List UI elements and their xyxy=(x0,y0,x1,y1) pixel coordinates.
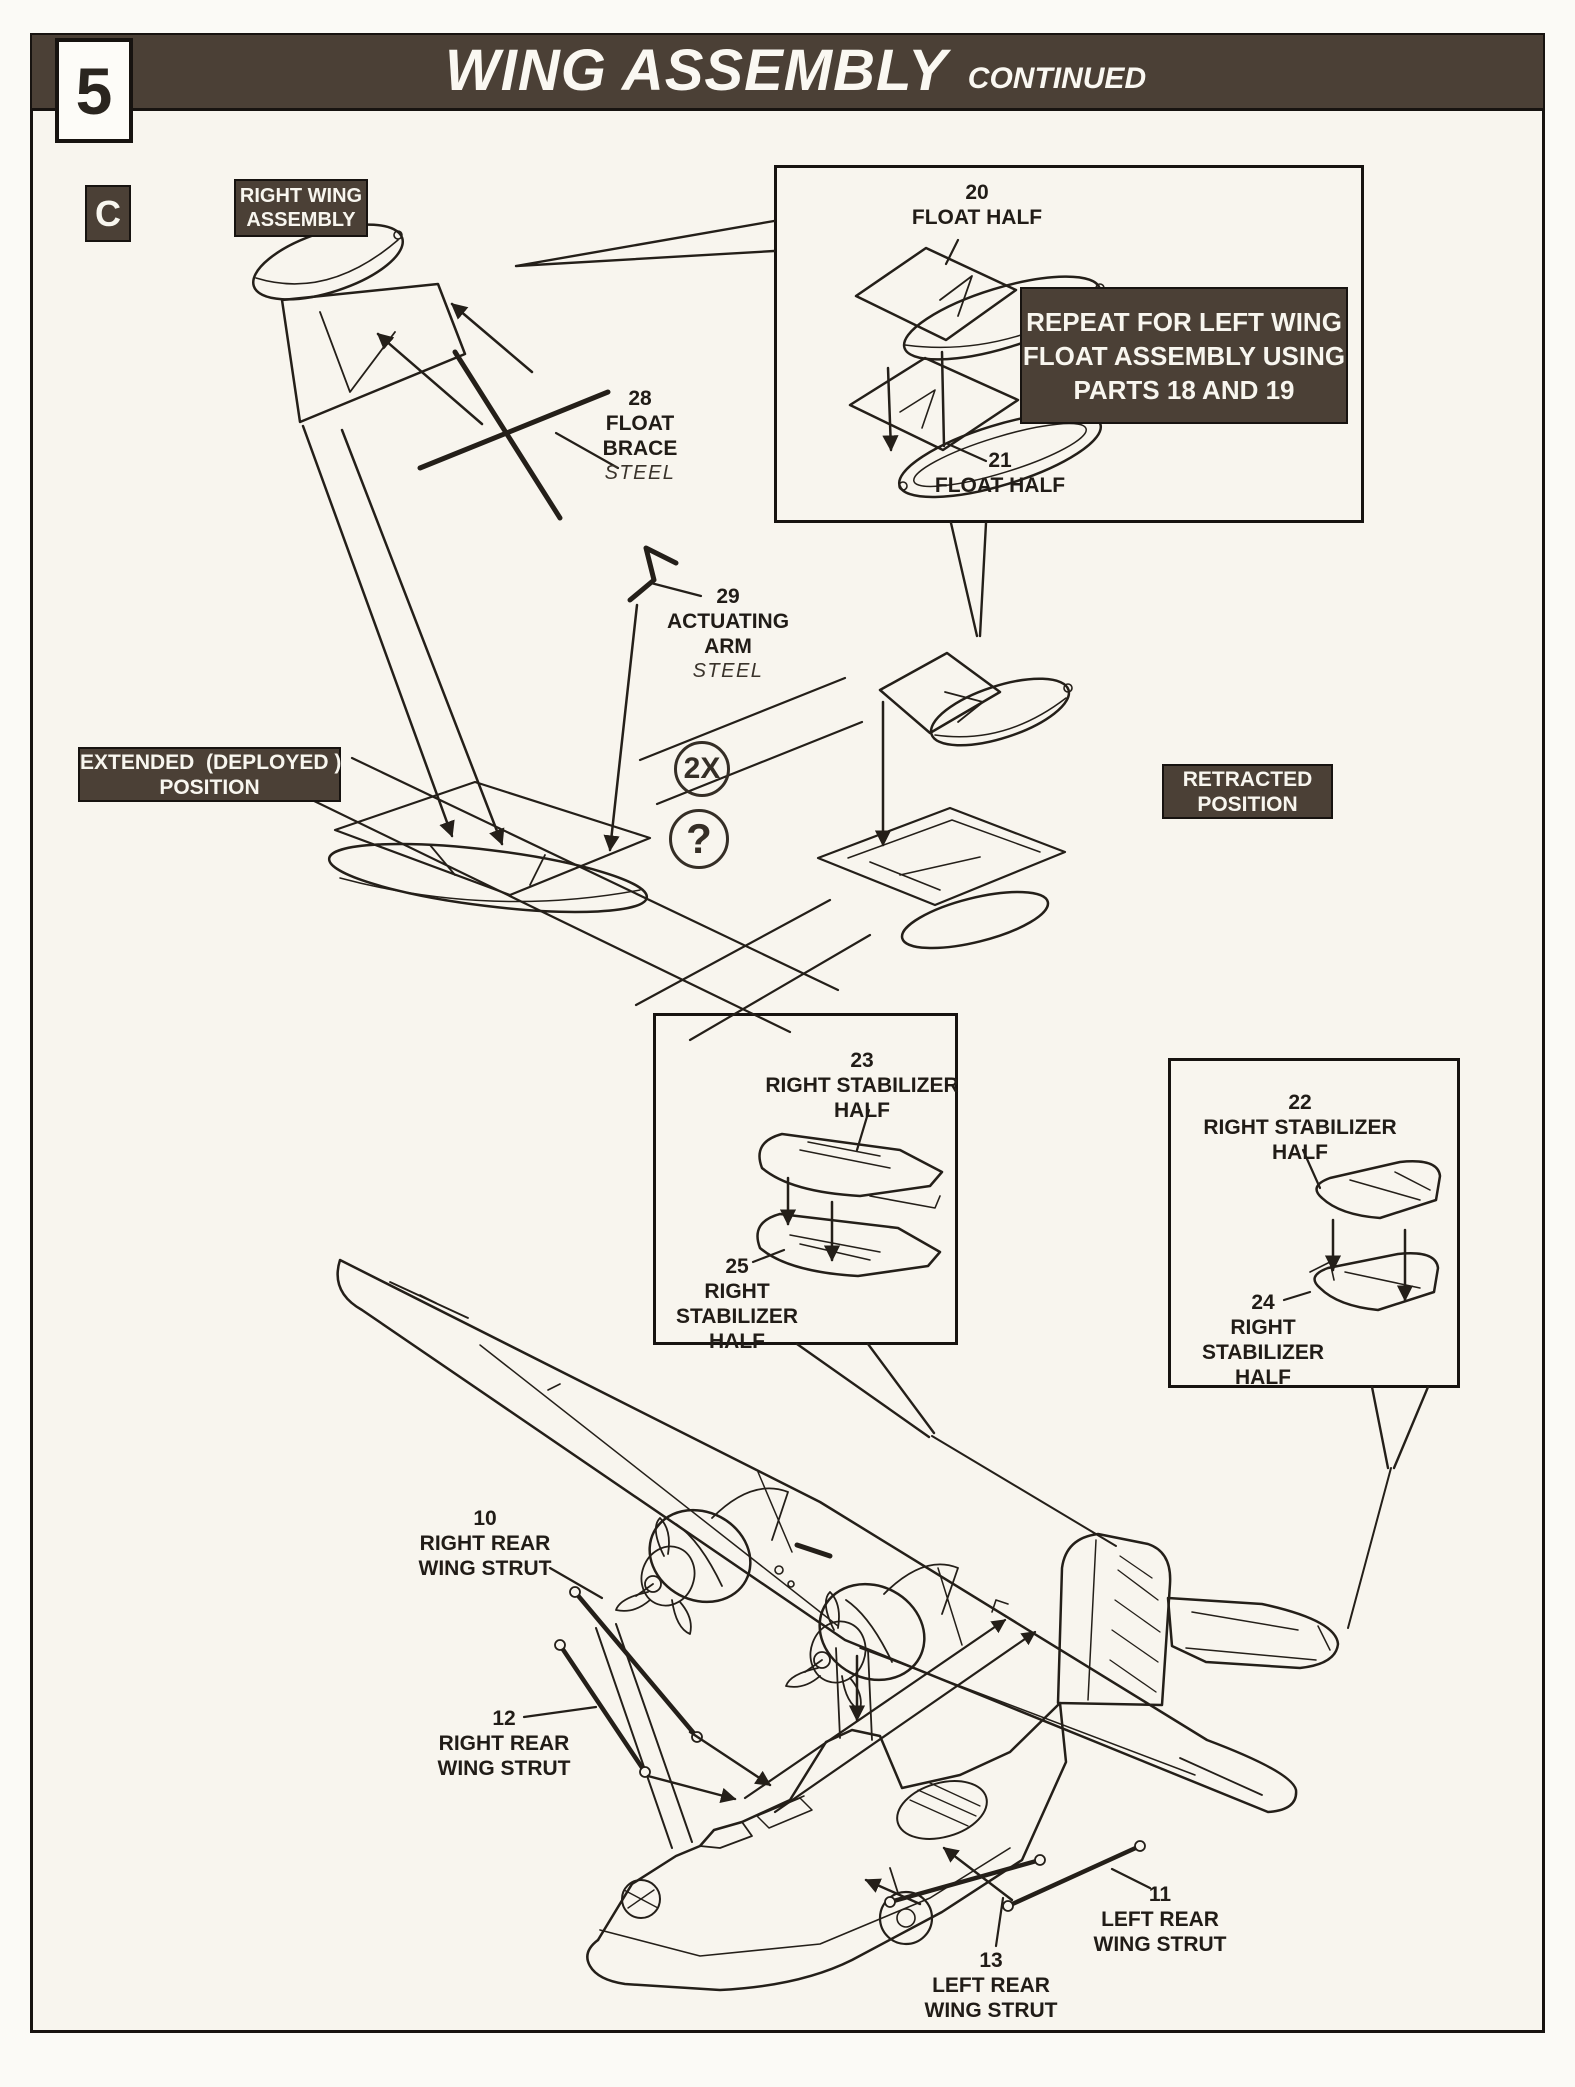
right-wing-assembly-badge: RIGHT WING ASSEMBLY xyxy=(234,179,368,237)
step-number: 5 xyxy=(75,53,113,128)
question-mark-symbol: ? xyxy=(669,809,729,869)
quantity-2x-symbol: 2X xyxy=(674,741,730,797)
part-label-24: 24 RIGHT STABILIZER HALF xyxy=(1201,1291,1325,1389)
part-label-29: 29 ACTUATING ARM STEEL xyxy=(666,585,790,682)
page-title-suffix: CONTINUED xyxy=(967,62,1147,95)
part-label-13: 13 LEFT REAR WING STRUT xyxy=(924,1949,1058,2022)
stabilizer-22-24-inset-drawing xyxy=(1310,1161,1440,1310)
part-label-12: 12 RIGHT REAR WING STRUT xyxy=(437,1707,571,1780)
section-letter-box xyxy=(85,185,131,242)
part-label-11: 11 LEFT REAR WING STRUT xyxy=(1093,1883,1227,1956)
part-label-21: 21 FLOAT HALF xyxy=(934,449,1066,497)
part-label-25: 25 RIGHT STABILIZER HALF xyxy=(675,1255,799,1353)
wing-strut-parts xyxy=(555,1587,1145,1911)
float-brace-part xyxy=(420,352,608,518)
part-label-28: 28 FLOAT BRACE STEEL xyxy=(602,387,678,484)
part-label-10: 10 RIGHT REAR WING STRUT xyxy=(418,1507,552,1580)
page-title: WING ASSEMBLY xyxy=(445,38,948,103)
retracted-position-badge: RETRACTED POSITION xyxy=(1162,764,1333,819)
part-label-23: 23 RIGHT STABILIZER HALF xyxy=(765,1049,959,1122)
repeat-note-box: REPEAT FOR LEFT WING FLOAT ASSEMBLY USING PARTS 18 AND 19 xyxy=(1020,287,1348,424)
aircraft-drawing xyxy=(338,1260,1338,1990)
section-letter: C xyxy=(95,192,121,234)
extended-position-badge: EXTENDED (DEPLOYED ) POSITION xyxy=(78,747,341,802)
part-label-22: 22 RIGHT STABILIZER HALF xyxy=(1203,1091,1397,1164)
part-label-20: 20 FLOAT HALF xyxy=(911,181,1043,229)
